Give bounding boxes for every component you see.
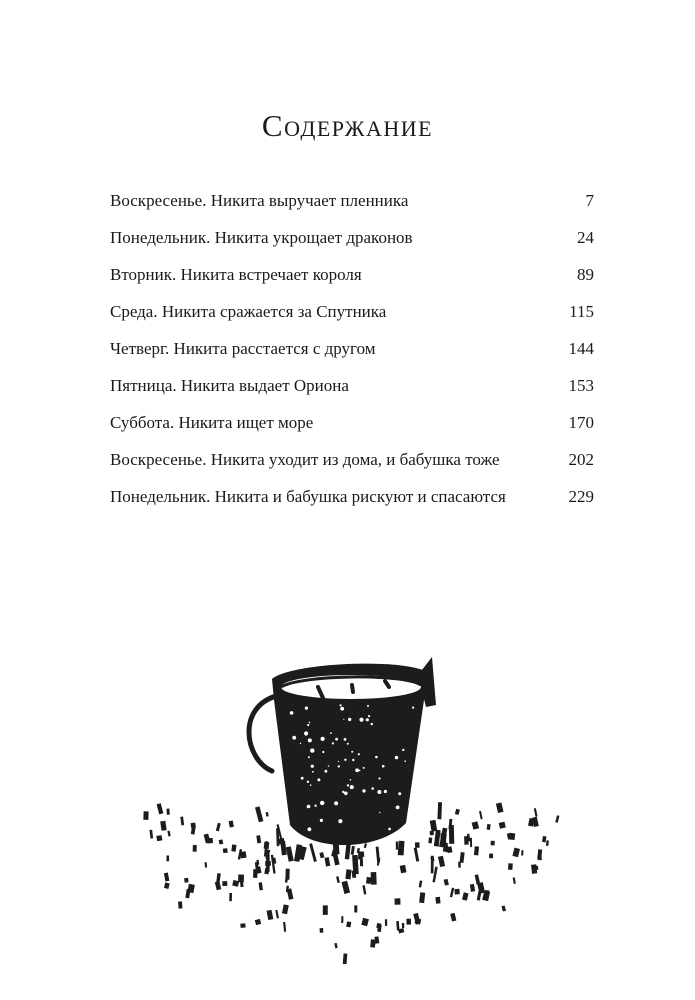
star <box>309 722 311 724</box>
ground-mark <box>325 857 331 866</box>
star <box>330 732 332 734</box>
ground-mark <box>414 847 420 861</box>
star <box>290 711 294 715</box>
ground-mark <box>437 802 442 819</box>
toc-entry[interactable] <box>110 445 594 482</box>
toc-entry-page: 170 <box>568 413 594 432</box>
toc-entry[interactable] <box>110 371 594 408</box>
ground-mark <box>534 866 539 871</box>
ground-mark <box>204 834 211 844</box>
toc-entry-page: 202 <box>568 450 594 469</box>
star <box>396 806 400 810</box>
ground-mark <box>205 862 208 867</box>
ground-mark <box>542 836 546 842</box>
ground-mark <box>271 855 276 874</box>
toc-entry-page: 153 <box>568 376 594 395</box>
star <box>402 749 404 751</box>
star <box>344 792 348 796</box>
star <box>340 707 344 711</box>
star <box>368 715 370 717</box>
ground-mark <box>266 855 270 872</box>
toc-entry-page: 115 <box>569 302 594 321</box>
ground-mark <box>259 882 263 890</box>
ground-mark <box>546 840 549 846</box>
star <box>311 765 314 768</box>
ground-mark <box>216 873 221 884</box>
ground-mark <box>534 808 538 817</box>
toc-entry-page: 144 <box>568 339 594 358</box>
ground-mark <box>406 919 411 925</box>
ground-mark <box>489 854 493 859</box>
ground-mark <box>396 841 398 849</box>
ground-mark <box>464 836 469 845</box>
toc-entry-label: Воскресенье. Никита выручает пленника <box>110 191 409 210</box>
ground-mark <box>231 844 236 851</box>
ground-mark <box>470 838 472 847</box>
star <box>328 765 329 766</box>
star <box>335 738 338 741</box>
ground-mark <box>282 904 289 914</box>
table-of-contents <box>110 186 594 519</box>
star <box>358 753 360 755</box>
star <box>351 751 353 753</box>
star <box>321 737 325 741</box>
ground-mark <box>395 898 401 904</box>
ground-mark <box>160 821 166 831</box>
star <box>359 718 363 722</box>
ground-mark <box>508 863 513 870</box>
star <box>350 785 354 789</box>
ground-mark <box>385 919 387 926</box>
page-title: Содержание <box>261 108 434 143</box>
ground-mark <box>354 905 357 912</box>
ground-mark <box>435 897 440 904</box>
ground-mark <box>255 806 263 822</box>
ground-mark <box>178 901 182 908</box>
ground-mark <box>479 811 483 820</box>
toc-entry-label: Пятница. Никита выдает Ориона <box>110 376 349 395</box>
ground-mark <box>219 839 224 844</box>
ground-mark <box>191 822 196 828</box>
ground-mark <box>502 905 506 911</box>
toc-entry-label: Четверг. Никита расстается с другом <box>110 339 376 358</box>
toc-entry[interactable] <box>110 186 594 223</box>
ground-mark <box>440 833 446 846</box>
ground-mark <box>229 821 234 828</box>
ground-mark <box>320 928 324 933</box>
ground-mark <box>167 831 170 837</box>
ground-mark <box>472 821 480 829</box>
star <box>371 787 374 790</box>
star <box>375 756 378 759</box>
ground-mark <box>402 923 404 928</box>
ground-mark <box>521 850 523 856</box>
ground-mark <box>256 835 261 843</box>
star <box>395 756 398 759</box>
star <box>355 768 359 772</box>
star <box>307 724 309 726</box>
ground-mark <box>491 841 495 846</box>
star <box>334 801 338 805</box>
toc-entry-page: 89 <box>577 265 594 284</box>
star <box>367 705 369 707</box>
toc-entry-page: 229 <box>568 487 594 506</box>
star <box>347 784 349 786</box>
star <box>338 819 342 823</box>
ground-mark <box>323 905 328 915</box>
ground-mark <box>428 837 432 843</box>
ground-mark <box>264 842 270 849</box>
ground-mark <box>460 852 465 863</box>
star <box>317 778 320 781</box>
ground-mark <box>450 888 454 898</box>
toc-entry-label: Суббота. Никита ищет море <box>110 413 314 432</box>
toc-entry-page: 24 <box>577 228 594 247</box>
ground-mark <box>513 877 516 884</box>
starry-bucket-icon <box>140 645 560 975</box>
ground-mark <box>359 851 365 857</box>
ground-mark <box>184 878 188 883</box>
ground-mark <box>370 939 376 947</box>
star <box>310 748 314 752</box>
toc-entry-label: Вторник. Никита встречает короля <box>110 265 362 284</box>
ground-mark <box>444 879 449 886</box>
star <box>359 770 361 772</box>
star <box>344 738 347 741</box>
ground-mark <box>555 815 559 822</box>
ground-mark <box>377 924 381 932</box>
star <box>343 719 344 720</box>
ground-mark <box>419 892 425 903</box>
ground-mark <box>156 835 162 841</box>
star <box>322 751 324 753</box>
star <box>304 731 308 735</box>
star <box>347 743 349 745</box>
ground-mark <box>512 848 520 858</box>
star <box>342 791 344 793</box>
ground-mark <box>150 830 154 839</box>
ground-mark <box>450 913 456 922</box>
star <box>363 767 365 769</box>
star <box>338 765 340 767</box>
toc-entry-page: 7 <box>585 191 594 210</box>
ground-mark <box>400 865 407 873</box>
star <box>384 790 387 793</box>
ground-mark <box>336 876 340 883</box>
ground-mark <box>474 846 479 855</box>
star <box>348 718 351 721</box>
ground-mark <box>371 872 377 885</box>
star <box>362 789 365 792</box>
star <box>307 805 311 809</box>
ground-mark <box>267 910 274 920</box>
ground-mark <box>164 872 169 881</box>
star <box>338 761 339 762</box>
star <box>398 792 401 795</box>
ground-mark <box>180 817 184 826</box>
star <box>320 819 323 822</box>
ground-mark <box>454 889 459 895</box>
ground-mark <box>266 812 269 817</box>
ground-mark <box>157 803 164 814</box>
star <box>382 765 385 768</box>
ground-mark <box>396 921 399 930</box>
star <box>305 707 308 710</box>
ground-mark <box>487 824 491 830</box>
ground-mark <box>143 811 148 820</box>
ground-mark <box>361 918 369 927</box>
ground-mark <box>362 885 366 894</box>
toc-entry-label: Понедельник. Никита укрощает драконов <box>110 228 413 247</box>
ground-mark <box>345 843 351 860</box>
ground-mark <box>462 892 469 900</box>
star <box>308 756 310 758</box>
ground-mark <box>222 881 227 886</box>
ground-mark <box>185 889 190 898</box>
toc-entry-label: Понедельник. Никита и бабушка рискуют и спасаются <box>110 487 506 506</box>
toc-entry[interactable] <box>110 297 594 334</box>
ground-mark <box>193 845 197 852</box>
ground-mark <box>496 802 504 813</box>
ground-mark <box>415 918 422 925</box>
ground-mark <box>419 881 423 888</box>
ground-mark <box>430 831 434 836</box>
toc-entry-label: Воскресенье. Никита уходит из дома, и бабушка тоже <box>110 450 500 469</box>
ground-mark <box>499 822 506 829</box>
ground-mark <box>352 855 359 874</box>
ground-mark <box>191 827 196 834</box>
ground-mark <box>538 855 542 861</box>
ground-mark <box>345 869 351 879</box>
star <box>325 770 328 773</box>
ground-mark <box>364 843 367 848</box>
ground-mark <box>309 843 317 862</box>
ground-mark <box>346 921 351 927</box>
star <box>310 784 312 786</box>
ground-mark <box>470 884 475 892</box>
star <box>378 777 380 779</box>
star <box>352 759 354 761</box>
ground-mark <box>341 916 343 923</box>
star <box>366 718 369 721</box>
star <box>292 736 296 740</box>
ground-mark <box>415 842 420 848</box>
toc-entry[interactable] <box>110 408 594 445</box>
toc-entry[interactable] <box>110 223 594 260</box>
star <box>377 790 381 794</box>
ground-mark <box>366 877 371 884</box>
toc-entry[interactable] <box>110 260 594 297</box>
star <box>404 760 406 762</box>
star <box>340 704 342 706</box>
star <box>308 827 312 831</box>
water-mark <box>352 685 353 692</box>
ground-mark <box>431 856 434 874</box>
star <box>307 781 309 783</box>
ground-mark <box>398 841 405 856</box>
toc-entry[interactable] <box>110 482 594 519</box>
ground-mark <box>167 809 170 815</box>
ground-mark <box>275 910 279 919</box>
ground-mark <box>458 862 461 868</box>
star <box>344 759 346 761</box>
ground-mark <box>430 820 438 832</box>
ground-mark <box>343 953 348 964</box>
ground-mark <box>455 809 460 815</box>
ground-mark <box>216 823 221 832</box>
ground-mark <box>528 818 535 827</box>
star <box>350 779 352 781</box>
ground-mark <box>334 943 337 948</box>
ground-mark <box>255 919 261 925</box>
ground-mark <box>223 848 228 853</box>
star <box>320 801 324 805</box>
ground-mark <box>253 869 257 878</box>
star <box>308 738 312 742</box>
ground-mark <box>229 893 232 901</box>
star <box>379 812 380 813</box>
toc-entry[interactable] <box>110 334 594 371</box>
ground-mark <box>285 877 288 883</box>
ground-mark <box>240 923 245 928</box>
star <box>371 723 373 725</box>
star <box>301 777 304 780</box>
star <box>332 742 334 744</box>
ground-mark <box>166 856 169 862</box>
ground-mark <box>449 825 454 844</box>
star <box>412 707 414 709</box>
ground-mark <box>283 922 286 932</box>
toc-entry-label: Среда. Никита сражается за Спутника <box>110 302 387 321</box>
ground-mark <box>319 852 324 858</box>
star <box>314 805 316 807</box>
star <box>312 771 314 773</box>
ground-mark <box>164 882 170 889</box>
star <box>388 828 391 831</box>
ground-mark <box>438 856 445 867</box>
ground-mark <box>286 846 294 861</box>
star <box>300 743 301 744</box>
ground-mark <box>351 846 355 855</box>
